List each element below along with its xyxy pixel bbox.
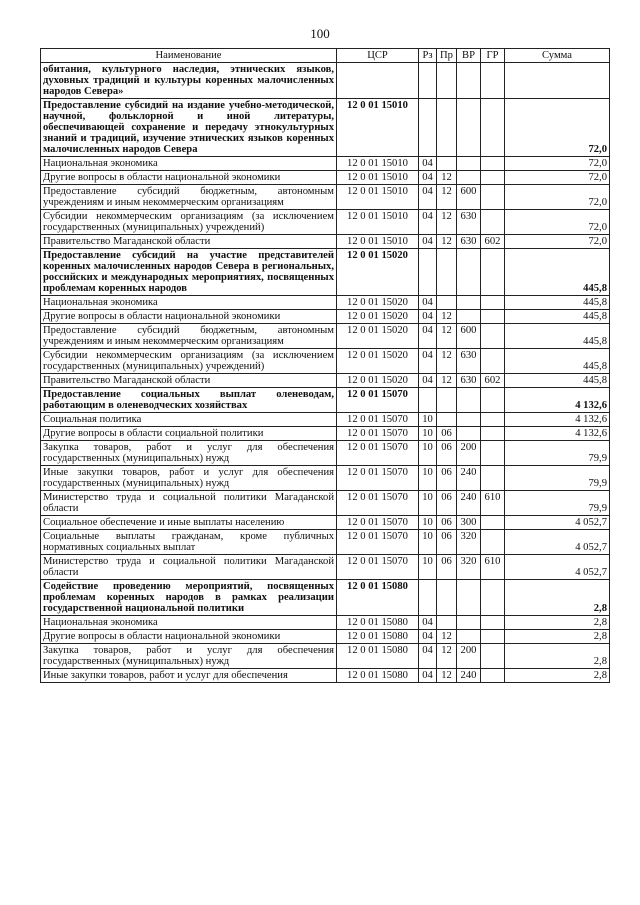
cell-name: Субсидии некоммерческим организациям (за исключением государственных (муниципальных) учреждений) [41,349,337,374]
header-name: Наименование [41,49,337,63]
cell-vr [457,63,481,99]
table-row [41,249,610,296]
cell-vr: 630 [457,349,481,374]
cell-csr: 12 0 01 15070 [337,530,419,555]
cell-gr [481,296,505,310]
page-number: 100 [310,26,330,41]
cell-sum [505,63,610,99]
cell-rz: 04 [419,310,437,324]
cell-rz: 10 [419,427,437,441]
cell-sum: 72,0 [505,210,610,235]
table-row [41,413,610,427]
cell-gr [481,580,505,616]
cell-name: Предоставление социальных выплат оленеводам, работающим в оленеводческих хозяйствах [41,388,337,413]
cell-rz: 04 [419,616,437,630]
cell-rz: 04 [419,296,437,310]
cell-sum: 445,8 [505,249,610,296]
cell-rz: 10 [419,530,437,555]
cell-sum: 72,0 [505,235,610,249]
cell-csr: 12 0 01 15010 [337,171,419,185]
cell-gr [481,466,505,491]
cell-name: Национальная экономика [41,157,337,171]
cell-sum: 2,8 [505,669,610,683]
cell-csr: 12 0 01 15080 [337,580,419,616]
cell-name: Предоставление субсидий бюджетным, автономным учреждениям и иным некоммерческим организациям [41,324,337,349]
cell-sum: 2,8 [505,616,610,630]
cell-vr [457,616,481,630]
cell-csr: 12 0 01 15080 [337,630,419,644]
cell-sum: 79,9 [505,466,610,491]
cell-rz: 10 [419,516,437,530]
cell-pr: 06 [437,516,457,530]
cell-pr: 06 [437,441,457,466]
table-row [41,516,610,530]
cell-vr: 200 [457,644,481,669]
cell-vr [457,171,481,185]
cell-sum: 4 052,7 [505,555,610,580]
cell-sum: 2,8 [505,630,610,644]
cell-pr: 06 [437,530,457,555]
cell-gr [481,530,505,555]
cell-pr [437,249,457,296]
cell-csr: 12 0 01 15010 [337,210,419,235]
cell-vr [457,630,481,644]
cell-vr: 320 [457,530,481,555]
cell-rz [419,249,437,296]
cell-pr: 12 [437,669,457,683]
cell-pr: 12 [437,630,457,644]
cell-gr [481,99,505,157]
cell-sum: 79,9 [505,441,610,466]
cell-pr [437,580,457,616]
cell-name: Национальная экономика [41,616,337,630]
header-pr: Пр [437,49,457,63]
cell-gr [481,171,505,185]
cell-name: Закупка товаров, работ и услуг для обеспечения государственных (муниципальных) нужд [41,441,337,466]
cell-name: Министерство труда и социальной политики Магаданской области [41,555,337,580]
cell-sum: 2,8 [505,644,610,669]
header-rz: Рз [419,49,437,63]
cell-csr: 12 0 01 15010 [337,235,419,249]
cell-vr [457,249,481,296]
cell-rz: 04 [419,210,437,235]
cell-pr [437,296,457,310]
cell-name: Правительство Магаданской области [41,235,337,249]
cell-sum: 445,8 [505,374,610,388]
cell-vr: 240 [457,466,481,491]
table-row [41,210,610,235]
cell-csr: 12 0 01 15070 [337,555,419,580]
cell-name: Другие вопросы в области национальной экономики [41,171,337,185]
table-row [41,616,610,630]
cell-rz [419,63,437,99]
cell-rz: 10 [419,413,437,427]
cell-gr [481,630,505,644]
header-vr: ВР [457,49,481,63]
cell-gr [481,249,505,296]
cell-vr: 320 [457,555,481,580]
cell-csr: 12 0 01 15070 [337,413,419,427]
table-row [41,310,610,324]
cell-vr: 600 [457,324,481,349]
cell-name: Иные закупки товаров, работ и услуг для обеспечения государственных (муниципальных) нужд [41,466,337,491]
cell-vr [457,413,481,427]
table-row [41,644,610,669]
cell-csr: 12 0 01 15070 [337,427,419,441]
cell-csr: 12 0 01 15070 [337,491,419,516]
cell-name: Министерство труда и социальной политики Магаданской области [41,491,337,516]
cell-pr: 12 [437,324,457,349]
cell-sum: 4 132,6 [505,427,610,441]
cell-sum: 4 132,6 [505,413,610,427]
header-csr: ЦСР [337,49,419,63]
table-header-row [41,49,610,63]
cell-vr: 240 [457,491,481,516]
cell-gr [481,157,505,171]
table-row [41,491,610,516]
cell-vr [457,427,481,441]
cell-csr: 12 0 01 15020 [337,249,419,296]
cell-name: Субсидии некоммерческим организациям (за исключением государственных (муниципальных) учреждений) [41,210,337,235]
cell-gr [481,644,505,669]
cell-vr [457,388,481,413]
cell-vr: 200 [457,441,481,466]
cell-csr: 12 0 01 15080 [337,669,419,683]
cell-name: Другие вопросы в области национальной экономики [41,630,337,644]
cell-sum: 445,8 [505,349,610,374]
cell-pr: 12 [437,349,457,374]
table-row [41,99,610,157]
cell-sum: 72,0 [505,171,610,185]
cell-rz: 04 [419,185,437,210]
cell-name: Предоставление субсидий на участие представителей коренных малочисленных народов Севера в региональных, российских и международных мероприятиях, посвященных проблемам коренных народов [41,249,337,296]
cell-csr: 12 0 01 15020 [337,324,419,349]
cell-pr: 06 [437,427,457,441]
cell-rz: 04 [419,669,437,683]
cell-pr [437,157,457,171]
cell-sum: 72,0 [505,99,610,157]
cell-vr: 600 [457,185,481,210]
cell-pr: 12 [437,374,457,388]
table-row [41,388,610,413]
table-row [41,530,610,555]
cell-rz: 04 [419,644,437,669]
cell-sum: 4 052,7 [505,530,610,555]
cell-name: Правительство Магаданской области [41,374,337,388]
table-row [41,296,610,310]
table-row [41,630,610,644]
cell-rz: 04 [419,171,437,185]
table-row [41,441,610,466]
cell-gr [481,413,505,427]
cell-csr: 12 0 01 15080 [337,644,419,669]
cell-rz: 04 [419,630,437,644]
cell-gr: 610 [481,555,505,580]
cell-csr: 12 0 01 15010 [337,157,419,171]
table-row [41,185,610,210]
cell-sum: 4 132,6 [505,388,610,413]
cell-rz: 10 [419,441,437,466]
cell-gr [481,185,505,210]
cell-pr: 06 [437,466,457,491]
cell-csr: 12 0 01 15070 [337,441,419,466]
table-row [41,427,610,441]
cell-rz: 04 [419,235,437,249]
cell-gr [481,324,505,349]
cell-sum: 445,8 [505,296,610,310]
cell-csr: 12 0 01 15010 [337,185,419,210]
cell-vr [457,99,481,157]
cell-pr [437,388,457,413]
cell-gr [481,63,505,99]
cell-vr [457,157,481,171]
cell-csr: 12 0 01 15080 [337,616,419,630]
cell-pr [437,413,457,427]
cell-vr: 300 [457,516,481,530]
cell-gr [481,310,505,324]
cell-rz: 10 [419,491,437,516]
cell-pr: 12 [437,171,457,185]
cell-rz [419,388,437,413]
cell-rz: 04 [419,324,437,349]
cell-pr: 12 [437,235,457,249]
cell-csr: 12 0 01 15020 [337,374,419,388]
cell-sum: 72,0 [505,185,610,210]
cell-pr: 12 [437,310,457,324]
cell-pr: 06 [437,491,457,516]
table-body [41,63,610,683]
cell-csr: 12 0 01 15020 [337,310,419,324]
cell-sum: 445,8 [505,324,610,349]
table-row [41,157,610,171]
cell-pr: 06 [437,555,457,580]
cell-name: Другие вопросы в области социальной политики [41,427,337,441]
cell-vr: 630 [457,235,481,249]
table-row [41,324,610,349]
cell-rz [419,99,437,157]
table-row [41,555,610,580]
cell-csr: 12 0 01 15070 [337,516,419,530]
cell-sum: 2,8 [505,580,610,616]
cell-csr: 12 0 01 15020 [337,349,419,374]
cell-vr [457,580,481,616]
table-row [41,580,610,616]
cell-pr [437,63,457,99]
cell-name: Закупка товаров, работ и услуг для обеспечения государственных (муниципальных) нужд [41,644,337,669]
cell-gr [481,210,505,235]
cell-pr: 12 [437,210,457,235]
cell-rz: 04 [419,374,437,388]
cell-pr [437,99,457,157]
cell-name: Предоставление субсидий бюджетным, автономным учреждениям и иным некоммерческим организациям [41,185,337,210]
table-row [41,374,610,388]
cell-name: Социальное обеспечение и иные выплаты населению [41,516,337,530]
cell-gr: 602 [481,235,505,249]
cell-name: Социальные выплаты гражданам, кроме публичных нормативных социальных выплат [41,530,337,555]
cell-rz: 10 [419,466,437,491]
cell-csr: 12 0 01 15020 [337,296,419,310]
cell-csr [337,63,419,99]
cell-gr [481,669,505,683]
cell-rz: 04 [419,157,437,171]
cell-gr [481,516,505,530]
table-row [41,349,610,374]
cell-gr [481,616,505,630]
cell-gr: 602 [481,374,505,388]
table-row [41,669,610,683]
cell-pr: 12 [437,185,457,210]
cell-name: Иные закупки товаров, работ и услуг для обеспечения [41,669,337,683]
cell-sum: 4 052,7 [505,516,610,530]
table-row [41,235,610,249]
budget-table [40,48,610,683]
cell-name: Социальная политика [41,413,337,427]
cell-vr: 630 [457,374,481,388]
cell-pr [437,616,457,630]
cell-vr: 240 [457,669,481,683]
cell-name: Национальная экономика [41,296,337,310]
cell-name: Предоставление субсидий на издание учебно-методической, научной, фольклорной и иной литературы, обеспечивающей сохранение и передачу этнокультурных знаний и традиций, изучение этнических языков коренных малочисленных народов Севера [41,99,337,157]
cell-sum: 79,9 [505,491,610,516]
cell-rz: 10 [419,555,437,580]
cell-pr: 12 [437,644,457,669]
cell-rz: 04 [419,349,437,374]
cell-vr: 630 [457,210,481,235]
cell-name: Другие вопросы в области национальной экономики [41,310,337,324]
cell-vr [457,296,481,310]
cell-sum: 445,8 [505,310,610,324]
cell-name: Содействие проведению мероприятий, посвященных проблемам коренных народов в рамках реализации государственной национальной политики [41,580,337,616]
cell-name: обитания, культурного наследия, этнических языков, духовных традиций и культуры коренных малочисленных народов Севера» [41,63,337,99]
cell-csr: 12 0 01 15070 [337,466,419,491]
cell-gr [481,349,505,374]
cell-vr [457,310,481,324]
table-row [41,171,610,185]
cell-gr [481,441,505,466]
cell-gr: 610 [481,491,505,516]
header-gr: ГР [481,49,505,63]
cell-csr: 12 0 01 15070 [337,388,419,413]
cell-gr [481,427,505,441]
cell-rz [419,580,437,616]
cell-gr [481,388,505,413]
cell-sum: 72,0 [505,157,610,171]
table-row [41,63,610,99]
header-sum: Сумма [505,49,610,63]
table-row [41,466,610,491]
cell-csr: 12 0 01 15010 [337,99,419,157]
